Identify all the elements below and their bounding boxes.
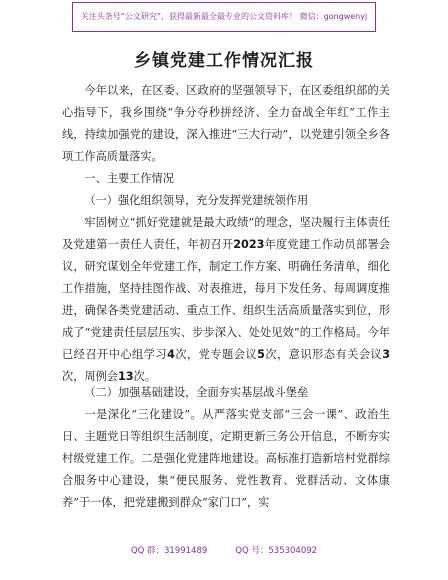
paragraph-1 — [62, 212, 390, 388]
paragraph-1-text-c: 次，党专题会议 — [174, 348, 258, 361]
subsection-heading-1: （一）强化组织领导，充分发挥党建统领作用 — [84, 194, 309, 207]
paragraph-1-text-a: 牢固树立“抓好党建就是最大政绩”的理念，坚决履行主体责任及党建第一责任人责任，年初召开 — [62, 216, 390, 251]
document-title: 乡镇党建工作情况汇报 — [134, 51, 314, 71]
section-heading-1: 一、主要工作情况 — [84, 172, 174, 185]
header-banner: 关注头条号“公文研究”，获得最新最全最专业的公文资料库！ 微信：gongwenyj — [72, 2, 376, 32]
subsection-heading-2: （二）加强基础建设，全面夯实基层战斗堡垒 — [84, 386, 309, 399]
paragraph-1-year: 2023 — [233, 238, 265, 251]
paragraph-1-text-b: 年度党建工作动员部署会议，研究谋划全年党建工作，制定工作方案、明确任务清单，细化工作措施，坚持挂图作战、对表推进，每月下发任务、每周调度推进，确保各类党建活动、重点工作、组织生活高质量落实到位，形成了“党建责任层层压实、步步深入、处处见效”的工作格局。今年已经召开中心组学习 — [62, 238, 390, 361]
paragraph-1-count-3: 3 — [382, 348, 390, 361]
paragraph-1-count-4: 13 — [117, 370, 134, 383]
footer-qq: QQ 号：535304092 — [235, 546, 318, 556]
paragraph-1-text-f: 次。 — [133, 370, 156, 383]
paragraph-1-text-d: 次，意识形态有关会议 — [264, 348, 383, 361]
footer-contact — [0, 544, 448, 556]
footer-qq-group: QQ 群：31991489 — [130, 546, 208, 556]
paragraph-1-count-2: 5 — [257, 348, 265, 361]
paragraph-2: 一是深化“三化建设”。从严落实党支部“三会一课”、政治生日、主题党日等组织生活制度，定期更新三务公开信息，不断夯实村级党建工作。二是强化党建阵地建设。高标准打造新培村党群综合服务中心建设，集“便民服务、党性教育、党群活动、文体康养”于一体，把党建搬到群众“家门口”，实 — [62, 408, 390, 509]
paragraph-1-text-e: 次，周例会 — [62, 370, 118, 383]
intro-paragraph: 今年以来，在区委、区政府的坚强领导下，在区委组织部的关心指导下，我乡围绕“争分夺秒拼经济、全力奋战全年红”工作主线，持续加强党的建设，深入推进“三大行动”，以党建引领全乡各项工作高质量落实。 — [62, 84, 390, 163]
paragraph-1-count-1: 4 — [167, 348, 175, 361]
